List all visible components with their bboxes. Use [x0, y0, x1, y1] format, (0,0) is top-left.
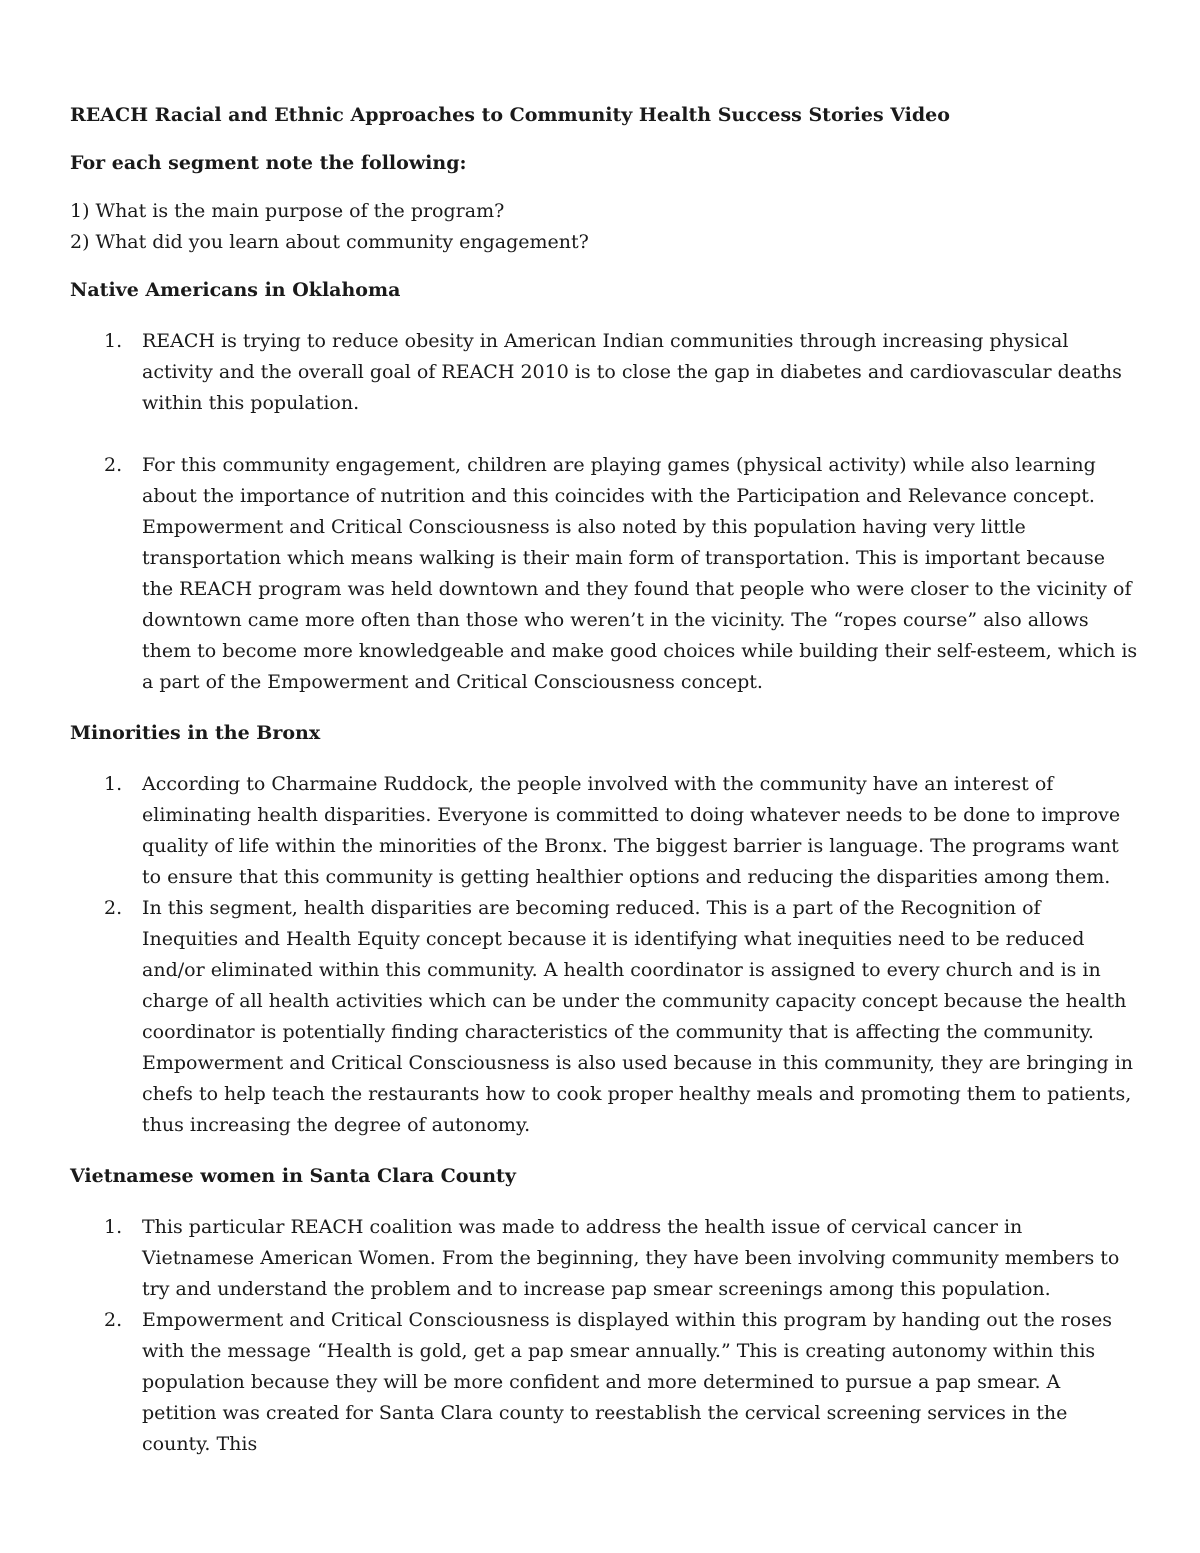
- list-item-number: 2.: [104, 1309, 123, 1331]
- section-heading-native-americans: Native Americans in Oklahoma: [70, 279, 401, 301]
- list-item-number: 2.: [104, 897, 123, 919]
- list-item-number: 1.: [104, 773, 123, 795]
- section-list-bronx: [70, 769, 1140, 1141]
- section-heading-bronx: Minorities in the Bronx: [70, 722, 321, 744]
- list-item-text: In this segment, health disparities are becoming reduced. This is a part of the Recognition of Inequities and Health Equity concept because it is identifying what inequities need to be reduced and/or eliminated within this community. A health coordinator is assigned to every church and is in charge of all health activities which can be under the community capacity concept because the health coordinator is potentially finding characteristics of the community that is affecting the community. Empowerment and Critical Consciousness is also used because in this community, they are bringing in chefs to help teach the restaurants how to cook proper healthy meals and promoting them to patients, thus increasing the degree of autonomy.: [142, 897, 1134, 1136]
- list-item-text: Empowerment and Critical Consciousness is displayed within this program by handing out the roses with the message “Health is gold, get a pap smear annually.” This is creating autonomy within this population because they will be more confident and more determined to pursue a pap smear. A petition was created for Santa Clara county to reestablish the cervical screening services in the county. This: [142, 1309, 1113, 1455]
- list-item: [70, 1212, 1140, 1305]
- list-item-number: 2.: [104, 454, 123, 476]
- document-title: REACH Racial and Ethnic Approaches to Community Health Success Stories Video: [70, 104, 950, 126]
- list-item-text: This particular REACH coalition was made to address the health issue of cervical cancer in Vietnamese American Women. From the beginning, they have been involving community members to try and understand the problem and to increase pap smear screenings among this population.: [142, 1216, 1120, 1300]
- instructions-heading: For each segment note the following:: [70, 152, 467, 174]
- document-page: [70, 100, 1140, 1480]
- question-1: 1) What is the main purpose of the program?: [70, 200, 505, 222]
- list-item-text: For this community engagement, children are playing games (physical activity) while also learning about the importance of nutrition and this coincides with the Participation and Relevance concept. Empowerment and Critical Consciousness is also noted by this population having very little transportation which means walking is their main form of transportation. This is important because the REACH program was held downtown and they found that people who were closer to the vicinity of downtown came more often than those who weren’t in the vicinity. The “ropes course” also allows them to become more knowledgeable and make good choices while building their self-esteem, which is a part of the Empowerment and Critical Consciousness concept.: [142, 454, 1138, 693]
- list-item: [70, 769, 1140, 893]
- question-list: [70, 196, 1140, 258]
- list-item: [70, 326, 1140, 419]
- section-list-native-americans: [70, 326, 1140, 698]
- list-item-number: 1.: [104, 1216, 123, 1238]
- list-item: [70, 1305, 1140, 1460]
- list-item-text: REACH is trying to reduce obesity in American Indian communities through increasing physical activity and the overall goal of REACH 2010 is to close the gap in diabetes and cardiovascular deaths within this population.: [142, 330, 1122, 414]
- section-heading-santa-clara: Vietnamese women in Santa Clara County: [70, 1165, 516, 1187]
- list-item-text: According to Charmaine Ruddock, the people involved with the community have an interest of eliminating health disparities. Everyone is committed to doing whatever needs to be done to improve quality of life within the minorities of the Bronx. The biggest barrier is language. The programs want to ensure that this community is getting healthier options and reducing the disparities among them.: [142, 773, 1121, 888]
- question-2: 2) What did you learn about community engagement?: [70, 231, 589, 253]
- section-list-santa-clara: [70, 1212, 1140, 1460]
- list-item-number: 1.: [104, 330, 123, 352]
- list-item: [70, 893, 1140, 1141]
- list-item: [70, 450, 1140, 698]
